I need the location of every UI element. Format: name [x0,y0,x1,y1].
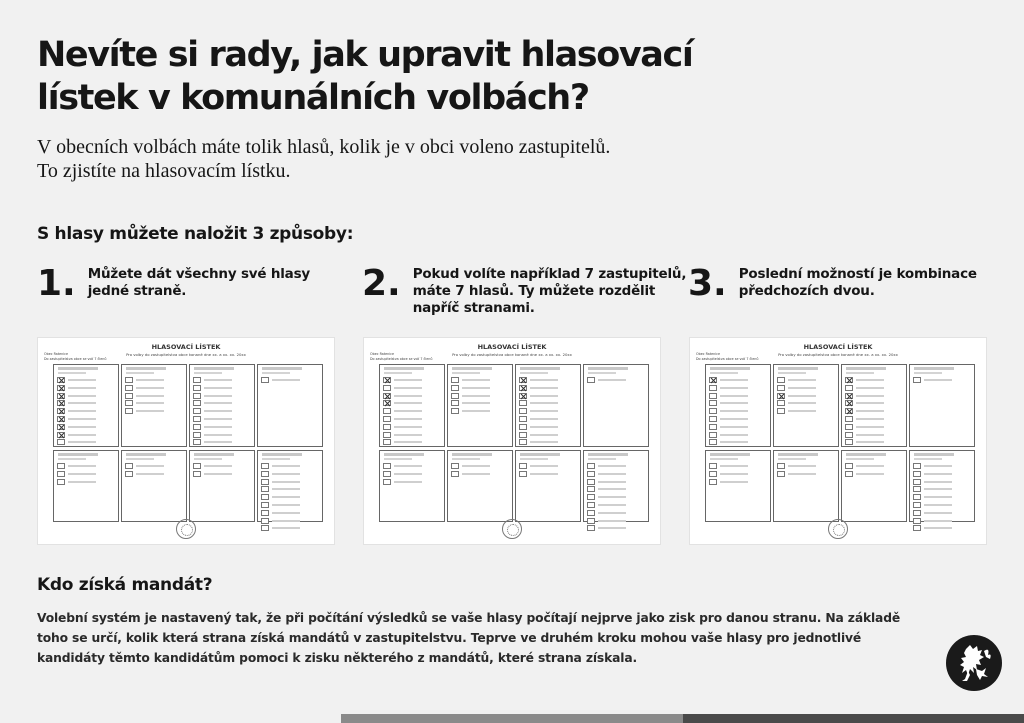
candidate-checkbox [709,471,717,477]
candidate-checkbox [777,408,785,414]
mandate-heading: Kdo získá mandát? [37,575,213,595]
step-3-line-2: předchozích dvou. [738,283,875,299]
candidate-checkbox [913,525,921,531]
candidate-checkbox [451,463,459,469]
candidate-checkbox [451,471,459,477]
candidate-checkbox [57,463,65,469]
candidate-checkbox [845,471,853,477]
step-1-line-1: Můžete dát všechny své hlasy [87,266,311,282]
ballot-municipality: Obec Ratenice [370,352,394,356]
step-3 [688,264,977,304]
step-2-line-2: máte 7 hlasů. Ty můžete rozdělit [412,283,656,299]
party-column [841,450,907,522]
candidate-checkbox [913,463,921,469]
candidate-checkbox [57,432,65,438]
candidate-checkbox [193,471,201,477]
candidate-checkbox [451,377,459,383]
candidate-checkbox [57,408,65,414]
candidate-checkbox [587,463,595,469]
candidate-checkbox [913,502,921,508]
candidate-checkbox [519,424,527,430]
party-column [773,450,839,522]
ballot-seats-note: Do zastupitelstva obce se volí 7 členů [696,357,759,361]
step-1-text [88,266,310,300]
intro-text [37,135,610,183]
candidate-checkbox [261,494,269,500]
candidate-checkbox [193,408,201,414]
candidate-checkbox [451,400,459,406]
candidate-checkbox [193,385,201,391]
candidate-checkbox [587,502,595,508]
ballot-title: HLASOVACÍ LÍSTEK [477,343,547,351]
ballot-subtitle: Pro volby do zastupitelstva obce konané dne xx. a xx. xx. 20xx [778,352,898,357]
candidate-checkbox [519,393,527,399]
ballot-example-2 [363,337,661,545]
candidate-checkbox [261,525,269,531]
candidate-checkbox [709,432,717,438]
page-title-line-2: lístek v komunálních volbách? [37,78,589,118]
candidate-checkbox [845,385,853,391]
candidate-checkbox [519,471,527,477]
candidate-checkbox [193,400,201,406]
candidate-checkbox [57,471,65,477]
candidate-checkbox [383,463,391,469]
candidate-checkbox [587,494,595,500]
intro-line-1: V obecních volbách máte tolik hlasů, kolik je v obci voleno zastupitelů. [37,136,611,158]
candidate-checkbox [383,385,391,391]
party-column [583,364,649,447]
step-2-line-1: Pokud volíte například 7 zastupitelů, [412,266,687,282]
candidate-checkbox [193,424,201,430]
candidate-checkbox [125,463,133,469]
candidate-checkbox [383,377,391,383]
step-1-number: 1. [37,263,76,304]
candidate-checkbox [125,408,133,414]
step-2-line-3: napříč stranami. [412,300,535,316]
candidate-checkbox [709,416,717,422]
candidate-checkbox [451,385,459,391]
party-column [515,450,581,522]
ballot-title: HLASOVACÍ LÍSTEK [803,343,873,351]
ballot-municipality: Obec Ratenice [44,352,68,356]
candidate-checkbox [913,479,921,485]
step-3-text [739,266,977,300]
candidate-checkbox [193,432,201,438]
candidate-checkbox [587,518,595,524]
candidate-checkbox [587,486,595,492]
candidate-checkbox [709,377,717,383]
mandate-text-line-2: toho se určí, kolik která strana získá mandátů v zastupitelstvu. Teprve ve druhém kroku mohou vaše hlasy pro jednotlivé [37,631,862,645]
ballot-example-1 [37,337,335,545]
step-2 [362,264,686,317]
candidate-checkbox [845,463,853,469]
candidate-checkbox [125,471,133,477]
candidate-checkbox [261,471,269,477]
candidate-checkbox [709,393,717,399]
candidate-checkbox [845,439,853,445]
candidate-checkbox [709,408,717,414]
candidate-checkbox [57,385,65,391]
candidate-checkbox [845,377,853,383]
candidate-checkbox [383,439,391,445]
ballot-seats-note: Do zastupitelstva obce se volí 7 členů [44,357,107,361]
candidate-checkbox [845,393,853,399]
candidate-checkbox [125,400,133,406]
candidate-checkbox [261,518,269,524]
candidate-checkbox [261,502,269,508]
candidate-checkbox [519,385,527,391]
ballot-example-3 [689,337,987,545]
candidate-checkbox [383,416,391,422]
seal-icon [502,519,522,539]
candidate-checkbox [383,479,391,485]
step-1-line-2: jedné straně. [87,283,187,299]
page-title-line-1: Nevíte si rady, jak upravit hlasovací [37,35,693,75]
candidate-checkbox [193,416,201,422]
candidate-checkbox [451,393,459,399]
party-column [583,450,649,522]
page-title [37,34,717,120]
candidate-checkbox [845,408,853,414]
candidate-checkbox [845,400,853,406]
mandate-text [37,608,917,668]
footer-bar-light [341,714,683,723]
candidate-checkbox [587,479,595,485]
candidate-checkbox [913,510,921,516]
candidate-checkbox [383,432,391,438]
candidate-checkbox [519,400,527,406]
lion-emblem-icon [946,635,1002,691]
candidate-checkbox [845,432,853,438]
candidate-checkbox [777,393,785,399]
party-column [447,364,513,447]
candidate-checkbox [519,463,527,469]
seal-icon [828,519,848,539]
candidate-checkbox [587,525,595,531]
party-column [53,450,119,522]
candidate-checkbox [587,510,595,516]
candidate-checkbox [777,385,785,391]
party-column [515,364,581,447]
party-column [121,364,187,447]
step-2-number: 2. [362,263,401,304]
party-column [447,450,513,522]
candidate-checkbox [125,377,133,383]
ballot-subtitle: Pro volby do zastupitelstva obce konané dne xx. a xx. xx. 20xx [126,352,246,357]
ballot-municipality: Obec Ratenice [696,352,720,356]
party-column [189,450,255,522]
party-column [379,450,445,522]
candidate-checkbox [913,494,921,500]
party-column [121,450,187,522]
ballot-subtitle: Pro volby do zastupitelstva obce konané dne xx. a xx. xx. 20xx [452,352,572,357]
candidate-checkbox [845,424,853,430]
step-3-number: 3. [688,263,727,304]
candidate-checkbox [587,377,595,383]
mandate-text-line-1: Volební systém je nastavený tak, že při počítání výsledků se vaše hlasy počítají nejprve jako zisk pro danou stranu. Na základě [37,611,901,625]
candidate-checkbox [451,408,459,414]
seal-icon [176,519,196,539]
candidate-checkbox [193,393,201,399]
party-column [705,450,771,522]
candidate-checkbox [125,393,133,399]
candidate-checkbox [913,471,921,477]
footer-bar-dark [683,714,1024,723]
party-column [773,364,839,447]
party-column [257,364,323,447]
candidate-checkbox [57,377,65,383]
ballot-title: HLASOVACÍ LÍSTEK [151,343,221,351]
candidate-checkbox [709,463,717,469]
candidate-checkbox [913,518,921,524]
ways-heading: S hlasy můžete naložit 3 způsoby: [37,224,354,244]
candidate-checkbox [261,479,269,485]
candidate-checkbox [777,471,785,477]
candidate-checkbox [519,432,527,438]
candidate-checkbox [709,439,717,445]
candidate-checkbox [57,393,65,399]
candidate-checkbox [383,400,391,406]
candidate-checkbox [261,510,269,516]
party-column [379,364,445,447]
candidate-checkbox [261,377,269,383]
party-column [841,364,907,447]
candidate-checkbox [193,463,201,469]
candidate-checkbox [383,393,391,399]
ballot-seats-note: Do zastupitelstva obce se volí 7 členů [370,357,433,361]
step-2-text [413,266,687,317]
candidate-checkbox [519,377,527,383]
party-column [189,364,255,447]
party-column [909,364,975,447]
candidate-checkbox [57,416,65,422]
party-column [53,364,119,447]
candidate-checkbox [125,385,133,391]
candidate-checkbox [383,424,391,430]
candidate-checkbox [57,479,65,485]
candidate-checkbox [777,377,785,383]
candidate-checkbox [519,408,527,414]
candidate-checkbox [57,439,65,445]
candidate-checkbox [709,479,717,485]
candidate-checkbox [383,408,391,414]
candidate-checkbox [709,400,717,406]
candidate-checkbox [261,486,269,492]
candidate-checkbox [845,416,853,422]
candidate-checkbox [709,385,717,391]
party-column [257,450,323,522]
party-column [705,364,771,447]
step-1 [37,264,310,304]
candidate-checkbox [519,416,527,422]
candidate-checkbox [777,463,785,469]
candidate-checkbox [913,377,921,383]
candidate-checkbox [777,400,785,406]
step-3-line-1: Poslední možností je kombinace [738,266,977,282]
candidate-checkbox [57,424,65,430]
party-column [909,450,975,522]
candidate-checkbox [383,471,391,477]
intro-line-2: To zjistíte na hlasovacím lístku. [37,160,291,182]
candidate-checkbox [193,377,201,383]
mandate-text-line-3: kandidáty těmto kandidátům pomoci k zisku některého z mandátů, které strana získala. [37,651,637,665]
candidate-checkbox [709,424,717,430]
candidate-checkbox [57,400,65,406]
candidate-checkbox [519,439,527,445]
candidate-checkbox [587,471,595,477]
candidate-checkbox [261,463,269,469]
candidate-checkbox [193,439,201,445]
candidate-checkbox [913,486,921,492]
